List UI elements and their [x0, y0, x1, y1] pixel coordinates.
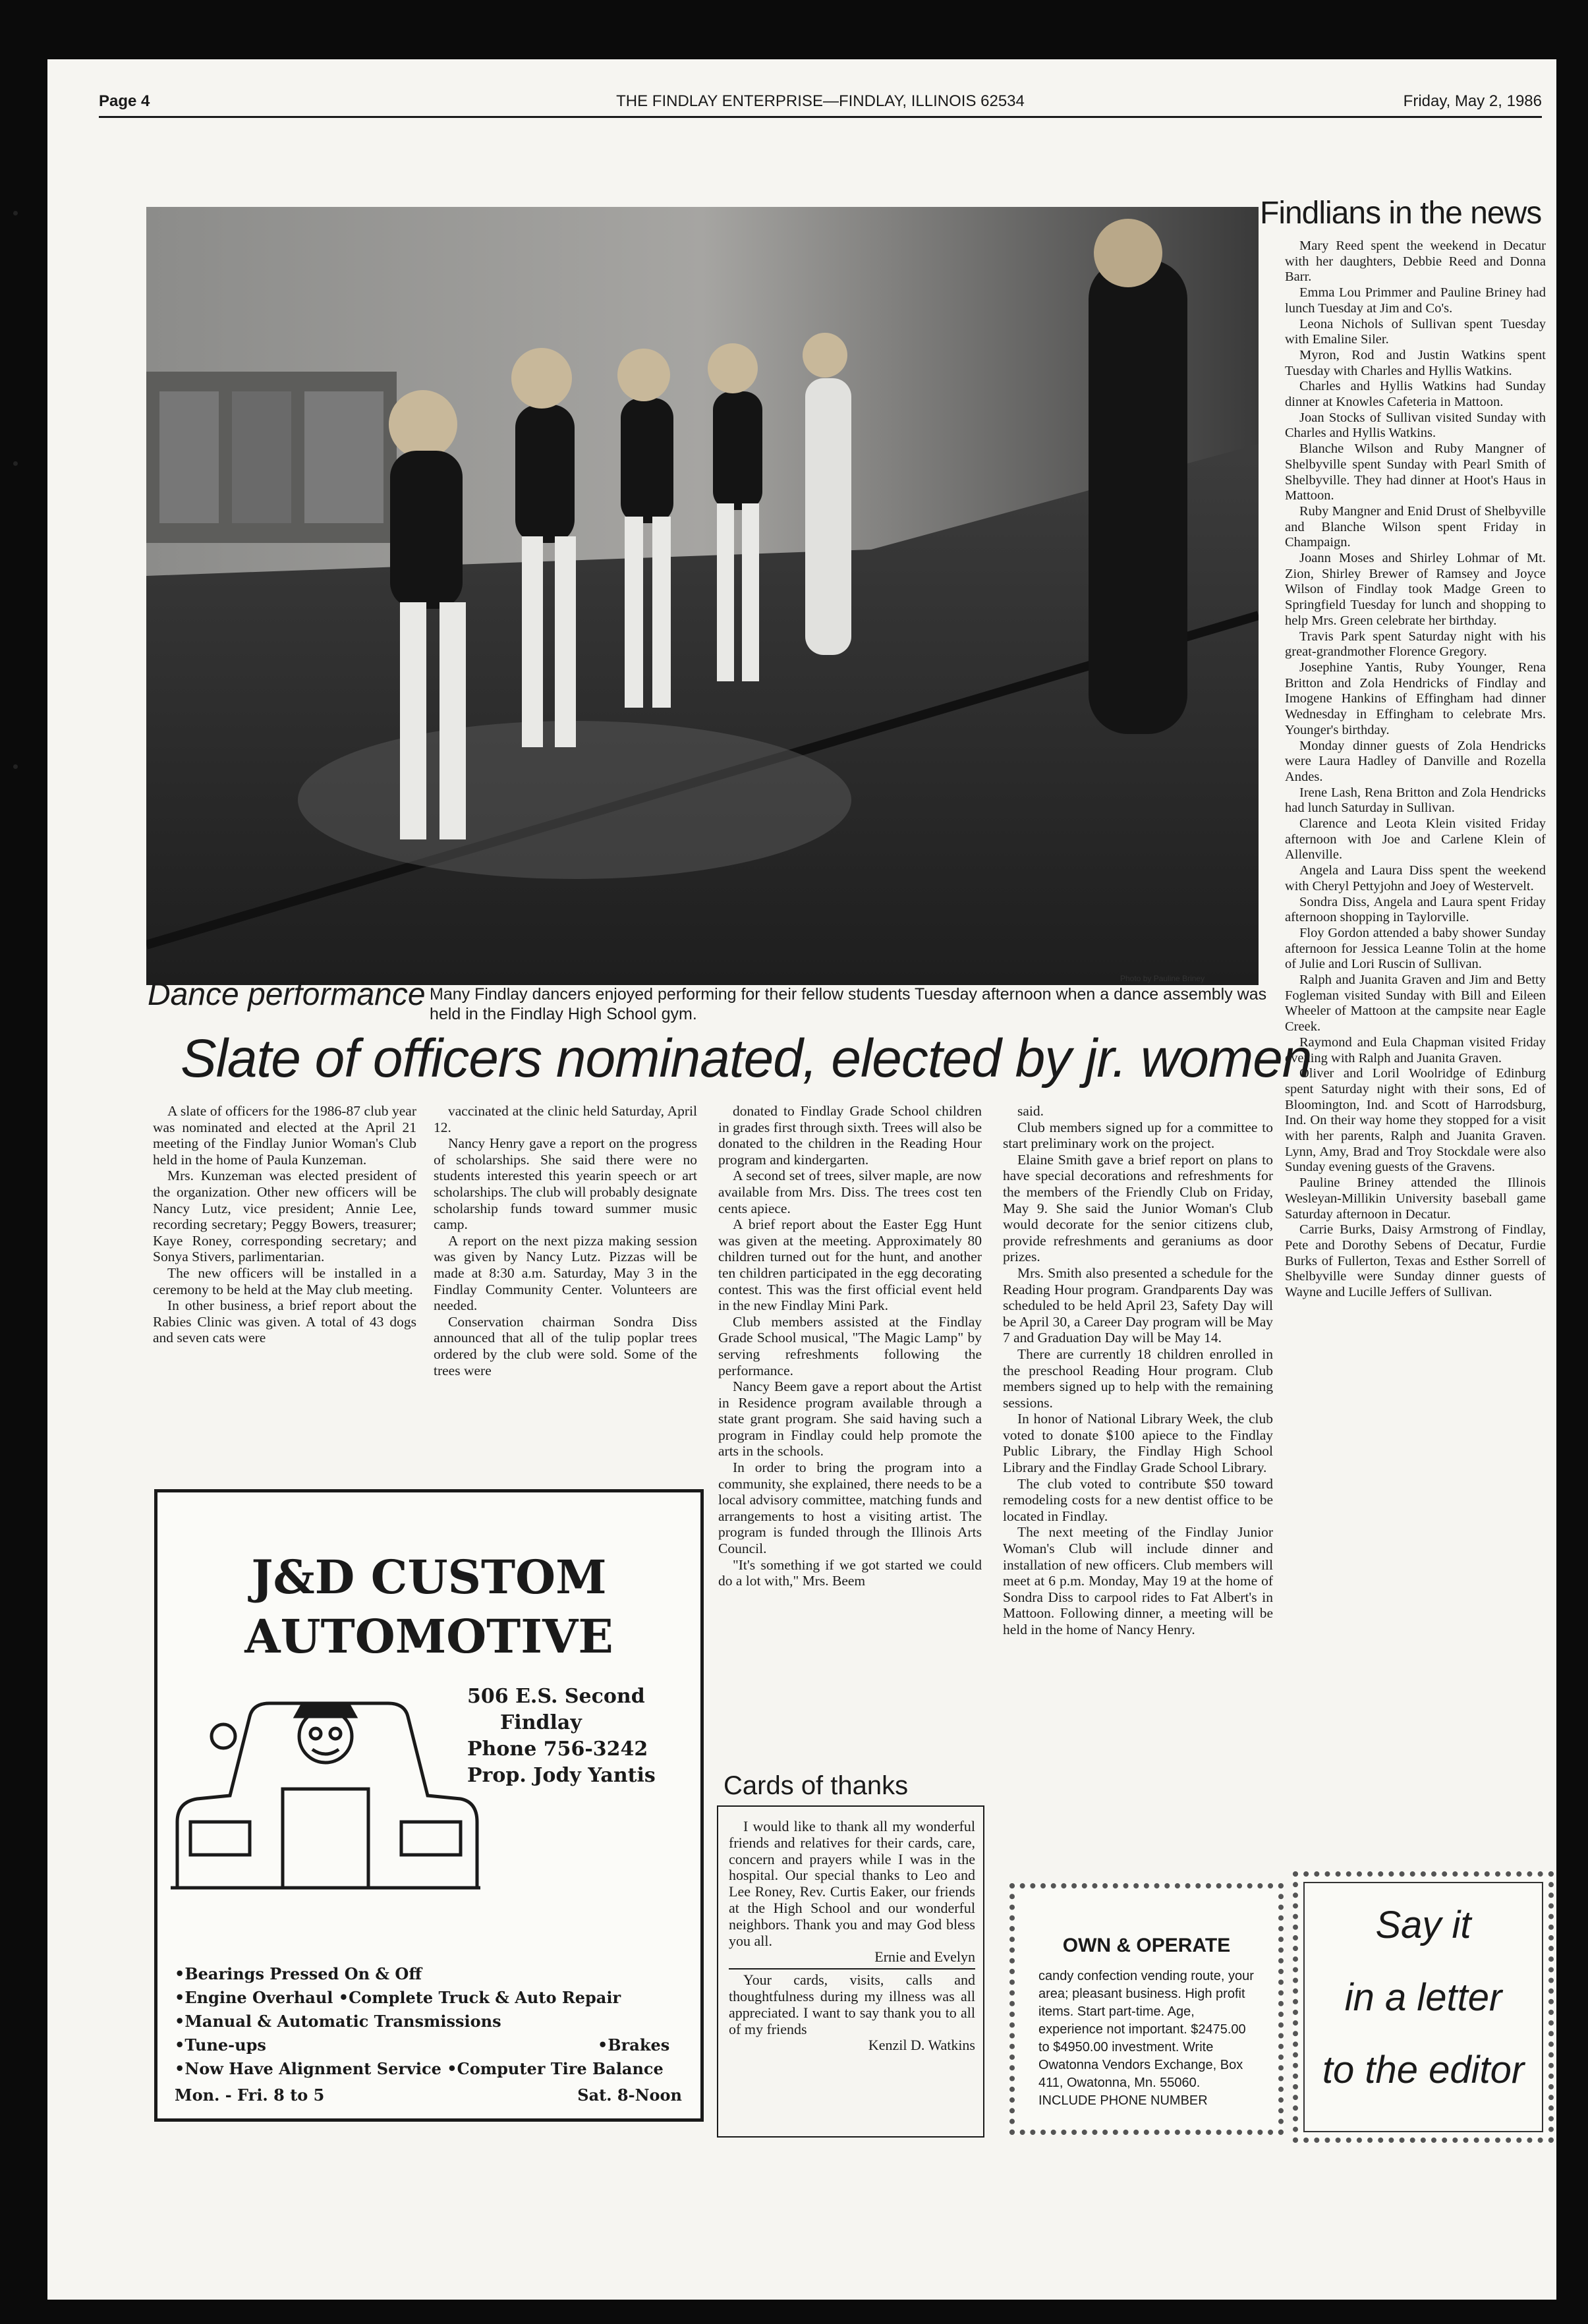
paragraph: Club members signed up for a committee to start preliminary work on the project.	[1003, 1119, 1273, 1152]
paragraph: A second set of trees, silver maple, are now available from Mrs. Diss. The trees cost ten cents apiece.	[718, 1168, 982, 1216]
ad-proprietor: Prop. Jody Yantis	[467, 1764, 656, 1787]
dance-photo-image	[146, 207, 1259, 985]
news-item: Angela and Laura Diss spent the weekend with Cheryl Pettyjohn and Joey of Westervelt.	[1285, 863, 1546, 893]
paragraph: Club members assisted at the Findlay Grade School musical, "The Magic Lamp" by serving refreshments following the performance.	[718, 1313, 982, 1378]
news-item: Joann Moses and Shirley Lohmar of Mt. Zion, Shirley Brewer of Ramsey and Joyce Wilson of Findlay took Madge Green to Springfield Tuesday for lunch and shopping to help Mrs. Green celebrate her birthday.	[1285, 551, 1546, 628]
own-operate-ad	[1009, 1883, 1284, 2135]
ad-hours-saturday: Sat. 8-Noon	[577, 2085, 682, 2105]
scan-mark	[13, 764, 18, 769]
ad-service: •Bearings Pressed On & Off	[175, 1964, 422, 1983]
paragraph: A report on the next pizza making session was given by Nancy Lutz. Pizzas will be made at 8:30 a.m. Saturday, May 3 in the Findlay Community Center. Volunteers are needed.	[434, 1232, 697, 1314]
news-item: Sondra Diss, Angela and Laura spent Friday afternoon shopping in Taylorville.	[1285, 894, 1546, 925]
page-number: Page 4	[99, 92, 150, 110]
news-item: Joan Stocks of Sullivan visited Sunday with Charles and Hyllis Watkins.	[1285, 410, 1546, 441]
paragraph: Mrs. Smith also presented a schedule for the Reading Hour program. Grandparents Day was scheduled to be held April 23, Safety Day will be April 30, a Career Day program will be May 7 and Graduation Day will be May 14.	[1003, 1264, 1273, 1346]
letter-ad-line: Say it	[1375, 1904, 1471, 1946]
story-column-2	[434, 1103, 697, 1378]
own-operate-title: OWN & OPERATE	[1062, 1935, 1231, 1956]
photo-credit: Photo by Pauline Briney	[1120, 974, 1205, 983]
divider	[729, 1968, 975, 1970]
ad-service: •Brakes	[598, 2035, 670, 2055]
ad-business-name	[157, 1548, 700, 1666]
ad-service: •Engine Overhaul •Complete Truck & Auto Repair	[175, 1988, 621, 2007]
thanks-signature: Kenzil D. Watkins	[868, 2037, 975, 2054]
thanks-note: I would like to thank all my wonderful friends and relatives for their cards, care, concern and prayers while I was in the hospital. Our special thanks to Leo and Lee Roney, Rev. Curtis Eaker, our friends at the High School and our wonderful neighbors. Thank you and may God bless you all.	[729, 1818, 975, 1949]
ad-name-line: J&D CUSTOM	[251, 1550, 607, 1604]
news-item: Myron, Rod and Justin Watkins spent Tuesday with Charles and Hyllis Watkins.	[1285, 347, 1546, 378]
news-item: Carrie Burks, Daisy Armstrong of Findlay, Pete and Dorothy Sebens of Decatur, Furdie Burks of Fullerton, Texas and Esther Sorrell of Shelbyville were Sunday dinner guests of Wayne and Lucille Jeffers of Sullivan.	[1285, 1222, 1546, 1300]
news-item: Monday dinner guests of Zola Hendricks were Laura Hadley of Danville and Rozella Andes.	[1285, 738, 1546, 784]
ad-name-line: AUTOMOTIVE	[244, 1609, 613, 1664]
thanks-note: Your cards, visits, calls and thoughtfulness during my illness was all appreciated. I want to say thank you to all of my friends	[729, 1971, 975, 2037]
story-column-3	[718, 1103, 982, 1589]
photo-label: Dance performance	[148, 977, 426, 1012]
paragraph: vaccinated at the clinic held Saturday, April 12.	[434, 1103, 697, 1135]
issue-date: Friday, May 2, 1986	[1403, 92, 1542, 110]
letter-to-editor-ad	[1293, 1871, 1554, 2143]
ad-hours	[175, 2085, 682, 2105]
paragraph: Mrs. Kunzeman was elected president of the organization. Other new officers will be Nancy Lutz, vice president; Annie Lee, recording secretary; Peggy Bowers, treasurer; Kaye Roney, corresponding secretary; and Sonya Stivers, parlimentarian.	[153, 1168, 416, 1265]
news-item: Clarence and Leota Klein visited Friday afternoon with Joe and Carlene Klein of Allenville.	[1285, 816, 1546, 863]
story-column-4	[1003, 1103, 1273, 1638]
paragraph: The new officers will be installed in a ceremony to be held at the May club meeting.	[153, 1264, 416, 1297]
letter-ad-line: to the editor	[1322, 2049, 1525, 2091]
photo-caption: Many Findlay dancers enjoyed performing for their fellow students Tuesday afternoon when a dance assembly was held in the Findlay High School gym.	[430, 985, 1267, 1023]
page-header	[99, 92, 1542, 116]
news-item: Emma Lou Primmer and Pauline Briney had lunch Tuesday at Jim and Co's.	[1285, 285, 1546, 316]
ad-city: Findlay	[500, 1711, 582, 1734]
paragraph: Nancy Henry gave a report on the progress of scholarships. She said there were no students interested this yearin speech or art scholarships. The club will probably designate scholarship funds toward summer music camp.	[434, 1135, 697, 1233]
news-item: Charles and Hyllis Watkins had Sunday dinner at Knowles Cafeteria in Mattoon.	[1285, 379, 1546, 410]
ad-phone: Phone 756-3242	[467, 1738, 648, 1761]
header-rule	[99, 116, 1542, 118]
news-column	[1285, 239, 1546, 1301]
paragraph: Elaine Smith gave a brief report on plans to have special decorations and refreshments for the members of the Friendly Club on Friday, May 9. She said the Junior Woman's Club would decorate for the senior citizens club, provide refreshments and geraniums as door prizes.	[1003, 1151, 1273, 1265]
own-operate-body: candy confection vending route, your area; pleasant business. High profit items. Start part-time. Age, experience not important. $2475.00 to $4950.00 investment. Write Owatonna Vendors Exchange, Box 411, Owatonna, Mn. 55060. INCLUDE PHONE NUMBER	[1038, 1969, 1254, 2108]
paragraph: said.	[1017, 1103, 1044, 1119]
news-item: Mary Reed spent the weekend in Decatur with her daughters, Debbie Reed and Donna Barr.	[1285, 239, 1546, 285]
ad-hours-weekday: Mon. - Fri. 8 to 5	[175, 2085, 325, 2105]
news-item: Josephine Yantis, Ruby Younger, Rena Britton and Zola Hendricks of Findlay and Imogene Hankins of Effingham had dinner Wednesday in Effingham to celebrate Mrs. Younger's birthday.	[1285, 660, 1546, 737]
car-mechanic-illustration	[171, 1690, 480, 1908]
news-item: Ruby Mangner and Enid Drust of Shelbyville and Blanche Wilson spent Friday in Champaign.	[1285, 503, 1546, 550]
news-item: Travis Park spent Saturday night with his great-grandmother Florence Gregory.	[1285, 629, 1546, 660]
ad-service: •Now Have Alignment Service •Computer Tire Balance	[175, 2059, 664, 2078]
paragraph: In honor of National Library Week, the club voted to donate $100 apiece to the Findlay Public Library, the Findlay High School Library and the Findlay Grade School Library.	[1003, 1411, 1273, 1476]
paragraph: Nancy Beem gave a report about the Artist in Residence program available through a state grant program. She said having such a program in Findlay could help promote the arts in the schools.	[718, 1378, 982, 1460]
paragraph: A brief report about the Easter Egg Hunt was given at the meeting. Approximately 80 children turned out for the hunt, and another ten children participated in the egg decorating contest. This was the first official event held in the new Findlay Mini Park.	[718, 1216, 982, 1314]
news-column-title: Findlians in the news	[1260, 196, 1542, 231]
scan-mark	[13, 461, 18, 466]
news-item: Ralph and Juanita Graven and Jim and Betty Fogleman visited Sunday with Bill and Eileen Wheeler of Mattoon at the campsite near Eagle Creek.	[1285, 973, 1546, 1034]
dance-photo	[146, 207, 1259, 985]
news-item: Floy Gordon attended a baby shower Sunday afternoon for Jessica Leanne Tolin at the home of Julie and Lori Ruscin of Sullivan.	[1285, 925, 1546, 972]
ad-address: 506 E.S. Second	[467, 1685, 645, 1708]
cards-of-thanks-text	[729, 1819, 975, 2054]
story-headline: Slate of officers nominated, elected by jr. women	[181, 1029, 1312, 1089]
paragraph: donated to Findlay Grade School children in grades first through sixth. Trees will also be donated to the children in the Reading Hour program and kindergarten.	[718, 1103, 982, 1168]
ad-contact	[467, 1684, 691, 1789]
ad-service: •Manual & Automatic Transmissions	[175, 2012, 501, 2031]
paragraph: The club voted to contribute $50 toward remodeling costs for a new dentist office to be located in Findlay.	[1003, 1475, 1273, 1524]
jd-automotive-ad	[154, 1489, 704, 2122]
car-icon	[171, 1690, 480, 1908]
story-column-1	[153, 1103, 416, 1346]
paragraph: In order to bring the program into a community, she explained, there needs to be a local advisory committee, matching funds and arrangements to host a visiting artist. The program is funded through the Illinois Arts Council.	[718, 1460, 982, 1557]
paragraph: A slate of officers for the 1986-87 club year was nominated and elected at the April 21 meeting of the Findlay Junior Woman's Club held in the home of Paula Kunzeman.	[153, 1103, 416, 1168]
news-item: Oliver and Loril Woolridge of Edinburg spent Saturday night with their sons, Ed of Bloomington, Ind. and Scott of Harrodsburg, Ind. On their way home they stopped for a visit with her parents, Ralph and Juanita Graven. Lynn, Amy, Brad and Troy Stockdale were also Sunday evening guests of the Gravens.	[1285, 1066, 1546, 1175]
paragraph: There are currently 18 children enrolled in the preschool Reading Hour program. Club members signed up to help with the remaining sessions.	[1003, 1346, 1273, 1411]
letter-ad-line: in a letter	[1344, 1976, 1502, 2019]
paragraph: The next meeting of the Findlay Junior Woman's Club will include dinner and installation of new officers. Club members will meet at 6 p.m. Monday, May 19 at the home of Sondra Diss to carpool rides to Fat Albert's in Mattoon. Following dinner, a meeting will be held in the home of Nancy Henry.	[1003, 1524, 1273, 1637]
paragraph: "It's something if we got started we could do a lot with," Mrs. Beem	[718, 1556, 982, 1589]
news-item: Leona Nichols of Sullivan spent Tuesday with Emaline Siler.	[1285, 316, 1546, 347]
thanks-signature: Ernie and Evelyn	[874, 1948, 975, 1966]
masthead: THE FINDLAY ENTERPRISE—FINDLAY, ILLINOIS 62534	[616, 92, 1025, 110]
scan-mark	[13, 211, 18, 215]
cards-of-thanks-title: Cards of thanks	[723, 1771, 909, 1800]
news-item: Raymond and Eula Chapman visited Friday evening with Ralph and Juanita Graven.	[1285, 1034, 1546, 1065]
paragraph: Conservation chairman Sondra Diss announced that all of the tulip poplar trees ordered by the club were sold. Some of the trees were	[434, 1313, 697, 1378]
news-item: Pauline Briney attended the Illinois Wesleyan-Millikin University baseball game Saturday afternoon in Decatur.	[1285, 1176, 1546, 1222]
news-item: Irene Lash, Rena Britton and Zola Hendricks had lunch Saturday in Sullivan.	[1285, 785, 1546, 816]
news-item: Blanche Wilson and Ruby Mangner of Shelbyville spent Sunday with Pearl Smith of Shelbyville. They had dinner at Hoot's Haus in Mattoon.	[1285, 441, 1546, 503]
ad-service: •Tune-ups	[175, 2035, 266, 2055]
paragraph: In other business, a brief report about the Rabies Clinic was given. A total of 43 dogs and seven cats were	[153, 1297, 416, 1346]
